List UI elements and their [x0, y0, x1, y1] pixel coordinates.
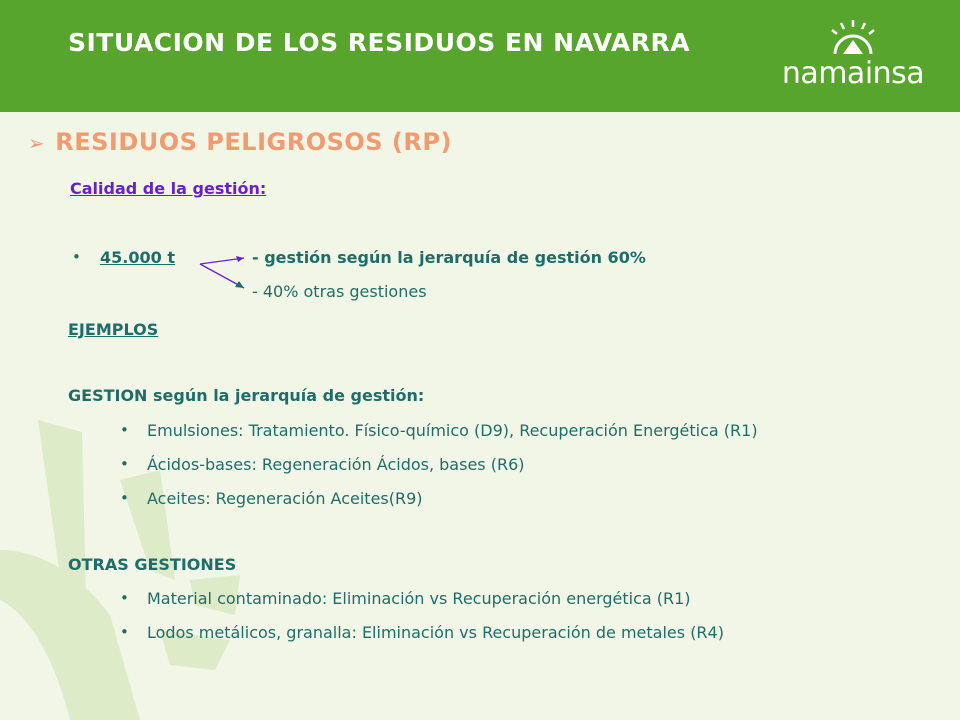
page-title: SITUACION DE LOS RESIDUOS EN NAVARRA: [68, 28, 691, 57]
calidad-heading[interactable]: Calidad de la gestión:: [70, 179, 267, 198]
bullet-dot: •: [120, 489, 129, 507]
bullet-dot: •: [120, 623, 129, 641]
ejemplos-heading[interactable]: EJEMPLOS: [68, 320, 159, 339]
otras-gestiones-heading: OTRAS GESTIONES: [68, 555, 237, 574]
bullet-dot: •: [120, 421, 129, 439]
header-bar: [0, 0, 960, 112]
amount-link[interactable]: 45.000 t: [100, 248, 175, 267]
list-item: Aceites: Regeneración Aceites(R9): [147, 489, 423, 508]
otras-gestiones-line: - 40% otras gestiones: [252, 282, 427, 301]
section-heading-text: RESIDUOS PELIGROSOS (RP): [55, 128, 452, 156]
bullet-dot: •: [120, 589, 129, 607]
list-item: Emulsiones: Tratamiento. Físico-químico (D9), Recuperación Energética (R1): [147, 421, 758, 440]
list-item: Lodos metálicos, granalla: Eliminación vs Recuperación de metales (R4): [147, 623, 724, 642]
company-logo: [778, 18, 928, 98]
sun-gear-icon: [823, 18, 883, 58]
list-item: Material contaminado: Eliminación vs Recuperación energética (R1): [147, 589, 691, 608]
bullet-dot: •: [72, 248, 81, 266]
split-arrows-icon: [196, 254, 252, 294]
bullet-dot: •: [120, 455, 129, 473]
logo-text: namainsa: [781, 56, 925, 91]
arrow-bullet-icon: ➢: [28, 131, 46, 155]
gestion-heading: GESTION según la jerarquía de gestión:: [68, 386, 425, 405]
gestion-jerarquia-line: - gestión según la jerarquía de gestión 60%: [252, 248, 646, 267]
list-item: Ácidos-bases: Regeneración Ácidos, bases (R6): [147, 455, 525, 474]
section-heading: [28, 128, 452, 156]
